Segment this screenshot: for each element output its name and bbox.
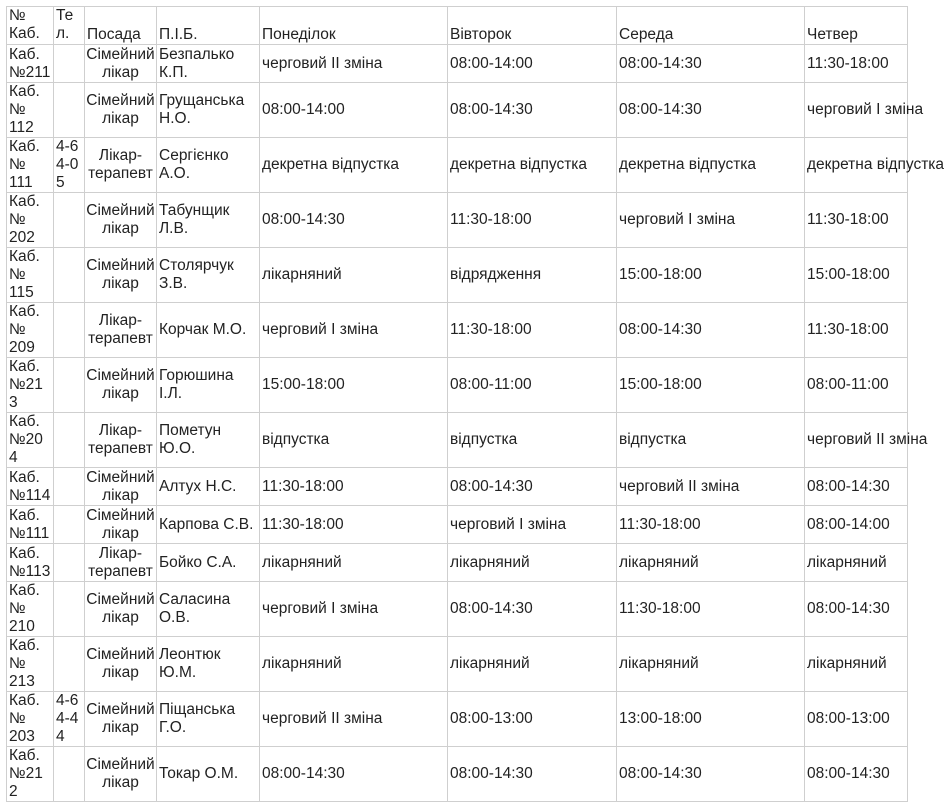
phone-cell (54, 544, 85, 582)
phone-cell (54, 637, 85, 692)
name-cell: Корчак М.О. (157, 303, 260, 358)
tuesday-cell: 11:30-18:00 (448, 303, 617, 358)
thursday-cell: лікарняний (805, 637, 908, 692)
doctor-schedule-table (6, 6, 944, 802)
header-monday: Понеділок (260, 7, 448, 45)
monday-cell: лікарняний (260, 637, 448, 692)
position-cell: Сімейний лікар (86, 468, 155, 504)
room-cell: Каб. №113 (7, 544, 54, 582)
monday-cell: 08:00-14:30 (260, 747, 448, 802)
name-cell: Табунщик Л.В. (157, 193, 260, 248)
monday-cell: черговий І зміна (260, 303, 448, 358)
thursday-cell: декретна відпустка (805, 138, 908, 193)
wednesday-cell: лікарняний (617, 544, 805, 582)
room-cell: Каб. №111 (7, 506, 54, 544)
tuesday-cell: 08:00-13:00 (448, 692, 617, 747)
room-cell: Каб. № 202 (7, 193, 54, 248)
table-row (7, 303, 908, 358)
header-phone: Тел. (54, 7, 85, 45)
position-cell: Сімейний лікар (85, 692, 157, 747)
table-row (7, 506, 908, 544)
position-cell: Сімейний лікар (86, 506, 155, 542)
room-cell: Каб. №211 (7, 45, 54, 83)
wednesday-cell: 15:00-18:00 (617, 248, 805, 303)
position-cell: Лікар-терапевт (85, 413, 157, 468)
table-row (7, 544, 908, 582)
position-cell: Лікар-терапевт (85, 303, 157, 358)
phone-cell (54, 303, 85, 358)
tuesday-cell: декретна відпустка (448, 138, 617, 193)
room-cell: Каб. № 111 (7, 138, 54, 193)
wednesday-cell: відпустка (617, 413, 805, 468)
table-row (7, 747, 908, 802)
name-cell: Токар О.М. (157, 747, 260, 802)
wednesday-cell: черговий ІІ зміна (617, 468, 805, 506)
monday-cell: 15:00-18:00 (260, 358, 448, 413)
wednesday-cell: лікарняний (617, 637, 805, 692)
thursday-cell: черговий ІІ зміна (805, 413, 908, 468)
phone-cell (54, 358, 85, 413)
thursday-cell: 08:00-14:30 (805, 582, 908, 637)
position-cell: Сімейний лікар (85, 637, 157, 692)
header-room: № Каб. (7, 7, 54, 45)
wednesday-cell: 13:00-18:00 (617, 692, 805, 747)
name-cell: Піщанська Г.О. (157, 692, 260, 747)
table-row (7, 248, 908, 303)
thursday-cell: 08:00-14:00 (805, 506, 908, 544)
name-cell: Алтух Н.С. (157, 468, 260, 506)
monday-cell: лікарняний (260, 544, 448, 582)
name-cell: Горюшина І.Л. (157, 358, 260, 413)
thursday-cell: 11:30-18:00 (805, 193, 908, 248)
name-cell: Пометун Ю.О. (157, 413, 260, 468)
wednesday-cell: 08:00-14:30 (617, 45, 805, 83)
position-cell: Сімейний лікар (85, 193, 157, 248)
thursday-cell: 08:00-14:30 (805, 468, 908, 506)
phone-cell (54, 747, 85, 802)
table-row (7, 83, 908, 138)
name-cell: Саласина О.В. (157, 582, 260, 637)
table-row (7, 45, 908, 83)
header-name: П.І.Б. (157, 7, 260, 45)
room-cell: Каб. №212 (7, 747, 54, 802)
phone-cell (54, 83, 85, 138)
thursday-cell: 08:00-14:30 (805, 747, 908, 802)
room-cell: Каб. №204 (7, 413, 54, 468)
header-position: Посада (85, 7, 157, 45)
name-cell: Грущанська Н.О. (157, 83, 260, 138)
table-row (7, 637, 908, 692)
position-cell: Лікар-терапевт (85, 544, 157, 582)
wednesday-cell: декретна відпустка (617, 138, 805, 193)
position-cell: Сімейний лікар (85, 248, 157, 303)
tuesday-cell: 08:00-11:00 (448, 358, 617, 413)
thursday-cell: 11:30-18:00 (805, 303, 908, 358)
room-cell: Каб. № 115 (7, 248, 54, 303)
thursday-cell: лікарняний (805, 544, 908, 582)
tuesday-cell: 08:00-14:30 (448, 582, 617, 637)
name-cell: Сергієнко А.О. (157, 138, 260, 193)
thursday-cell: 08:00-11:00 (805, 358, 908, 413)
tuesday-cell: 08:00-14:00 (448, 45, 617, 83)
position-cell: Сімейний лікар (85, 747, 157, 802)
position-cell: Сімейний лікар (86, 45, 155, 81)
table-row (7, 692, 908, 747)
room-cell: Каб. № 112 (7, 83, 54, 138)
tuesday-cell: лікарняний (448, 637, 617, 692)
tuesday-cell: 08:00-14:30 (448, 83, 617, 138)
phone-cell (54, 45, 85, 83)
tuesday-cell: черговий І зміна (448, 506, 617, 544)
room-cell: Каб. № 210 (7, 582, 54, 637)
monday-cell: 11:30-18:00 (260, 506, 448, 544)
phone-cell (54, 506, 85, 544)
table-row (7, 582, 908, 637)
phone-cell: 4-64-05 (54, 138, 85, 193)
name-cell: Карпова С.В. (157, 506, 260, 544)
phone-cell (54, 193, 85, 248)
name-cell: Столярчук З.В. (157, 248, 260, 303)
monday-cell: 11:30-18:00 (260, 468, 448, 506)
wednesday-cell: 15:00-18:00 (617, 358, 805, 413)
tuesday-cell: лікарняний (448, 544, 617, 582)
name-cell: Безпалько К.П. (157, 45, 260, 83)
phone-cell (54, 468, 85, 506)
table-row (7, 413, 908, 468)
tuesday-cell: 08:00-14:30 (448, 747, 617, 802)
wednesday-cell: 11:30-18:00 (617, 506, 805, 544)
header-wednesday: Середа (617, 7, 805, 45)
table-row (7, 193, 908, 248)
table-row (7, 468, 908, 506)
room-cell: Каб. № 203 (7, 692, 54, 747)
monday-cell: черговий І зміна (260, 582, 448, 637)
wednesday-cell: 11:30-18:00 (617, 582, 805, 637)
thursday-cell: черговий І зміна (805, 83, 908, 138)
header-tuesday: Вівторок (448, 7, 617, 45)
table-row (7, 138, 908, 193)
name-cell: Бойко С.А. (157, 544, 260, 582)
tuesday-cell: 08:00-14:30 (448, 468, 617, 506)
phone-cell: 4-64-44 (54, 692, 85, 747)
table-row (7, 358, 908, 413)
position-cell: Сімейний лікар (85, 358, 157, 413)
monday-cell: черговий ІІ зміна (260, 45, 448, 83)
wednesday-cell: 08:00-14:30 (617, 83, 805, 138)
monday-cell: 08:00-14:00 (260, 83, 448, 138)
room-cell: Каб. № 209 (7, 303, 54, 358)
position-cell: Лікар-терапевт (85, 138, 157, 193)
header-thursday: Четвер (805, 7, 908, 45)
monday-cell: декретна відпустка (260, 138, 448, 193)
room-cell: Каб. №213 (7, 358, 54, 413)
thursday-cell: 08:00-13:00 (805, 692, 908, 747)
header-row (7, 7, 908, 45)
phone-cell (54, 413, 85, 468)
phone-cell (54, 248, 85, 303)
position-cell: Сімейний лікар (85, 582, 157, 637)
room-cell: Каб. № 213 (7, 637, 54, 692)
thursday-cell: 15:00-18:00 (805, 248, 908, 303)
wednesday-cell: черговий І зміна (617, 193, 805, 248)
room-cell: Каб. №114 (7, 468, 54, 506)
monday-cell: 08:00-14:30 (260, 193, 448, 248)
wednesday-cell: 08:00-14:30 (617, 747, 805, 802)
wednesday-cell: 08:00-14:30 (617, 303, 805, 358)
monday-cell: відпустка (260, 413, 448, 468)
monday-cell: черговий ІІ зміна (260, 692, 448, 747)
tuesday-cell: 11:30-18:00 (448, 193, 617, 248)
tuesday-cell: відрядження (448, 248, 617, 303)
tuesday-cell: відпустка (448, 413, 617, 468)
position-cell: Сімейний лікар (85, 83, 157, 138)
thursday-cell: 11:30-18:00 (805, 45, 908, 83)
name-cell: Леонтюк Ю.М. (157, 637, 260, 692)
monday-cell: лікарняний (260, 248, 448, 303)
phone-cell (54, 582, 85, 637)
